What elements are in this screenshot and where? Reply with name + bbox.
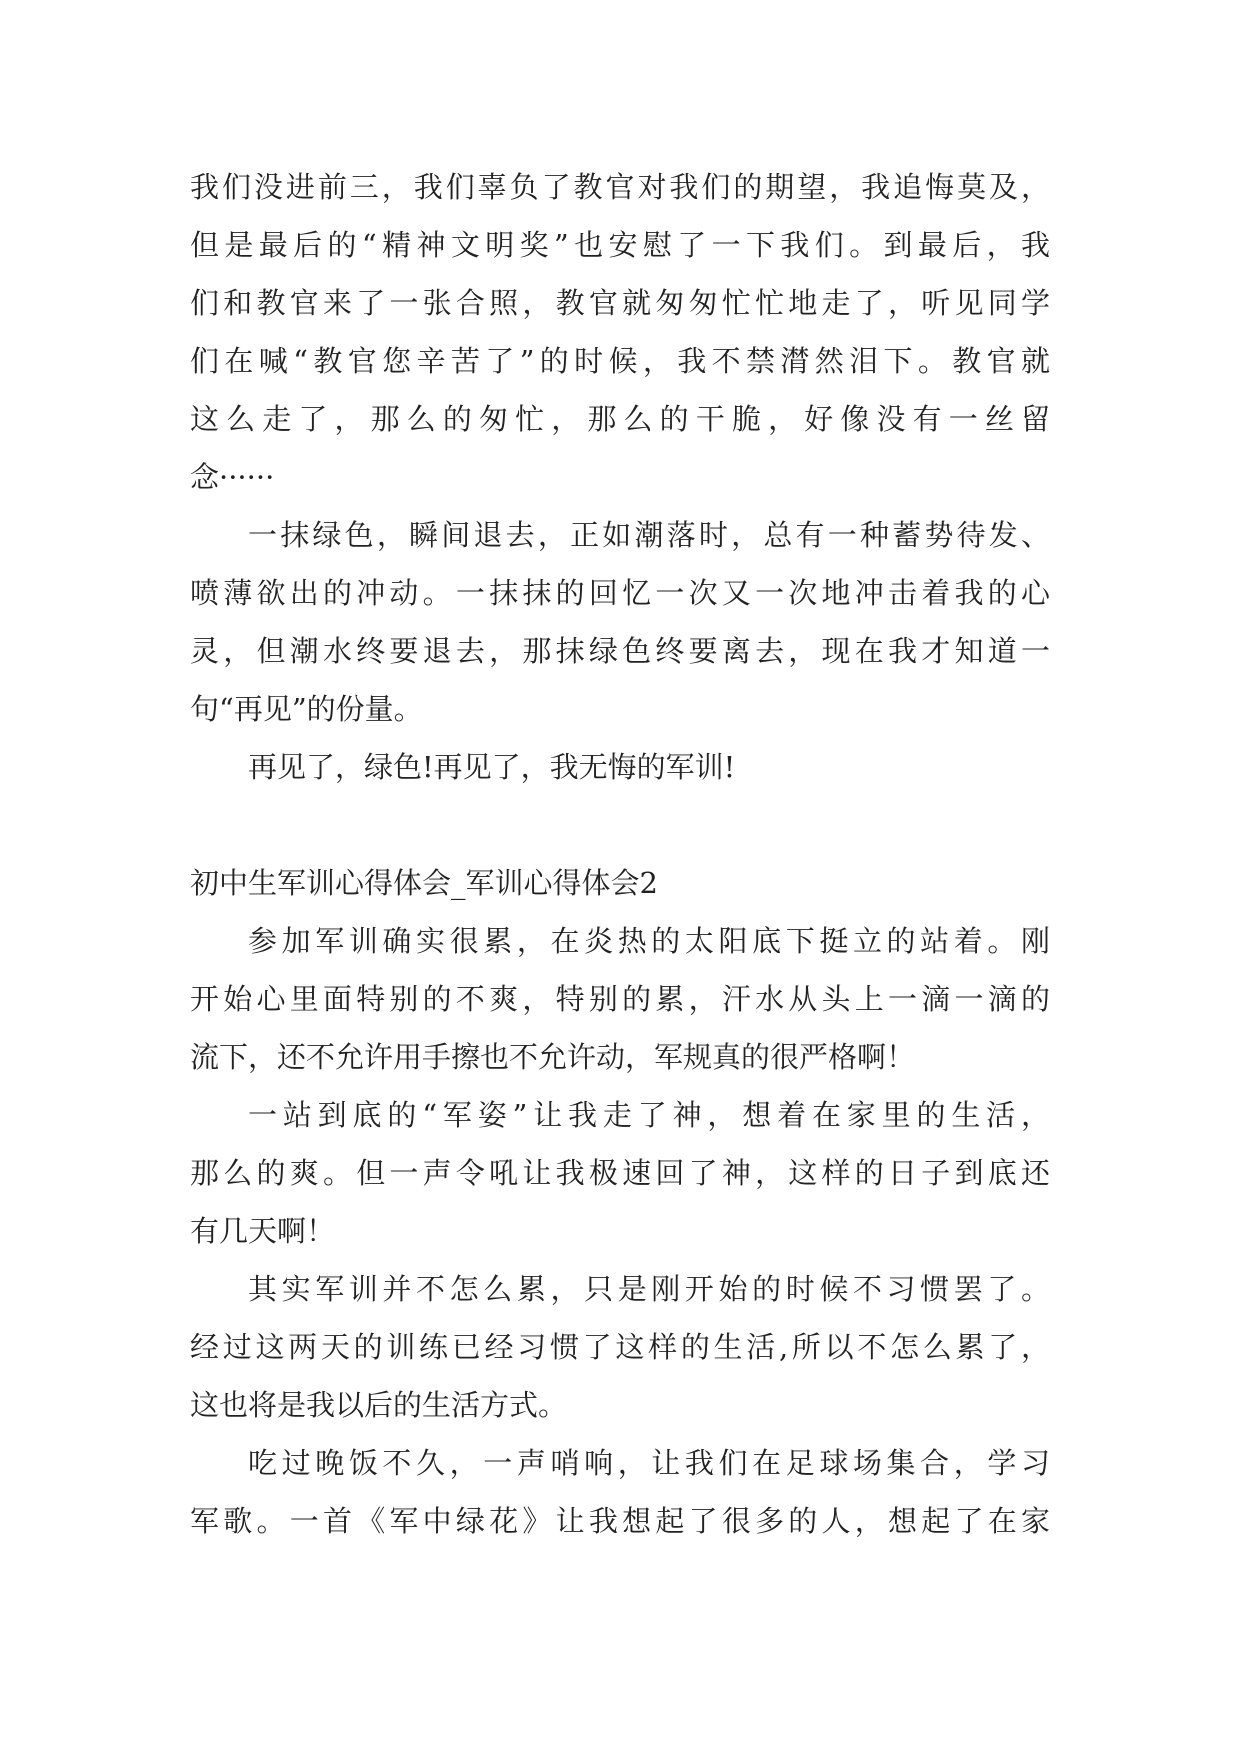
text-line: 经过这两天的训练已经习惯了这样的生活,所以不怎么累了， <box>190 1330 1050 1364</box>
paragraph <box>190 738 1050 796</box>
text-line: 们在喊“教官您辛苦了”的时候，我不禁潸然泪下。教官就 <box>190 344 1050 378</box>
document-page <box>190 158 1050 1550</box>
paragraph <box>190 1086 1050 1260</box>
paragraph <box>190 912 1050 1086</box>
text-line: 那么的爽。但一声令吼让我极速回了神，这样的日子到底还 <box>190 1156 1050 1190</box>
text-line: 再见了，绿色!再见了，我无悔的军训! <box>248 750 736 784</box>
blank-line <box>190 796 1050 854</box>
paragraph <box>190 1260 1050 1434</box>
text-line: 开始心里面特别的不爽，特别的累，汗水从头上一滴一滴的 <box>190 982 1050 1016</box>
text-line: 句“再见”的份量。 <box>190 692 423 726</box>
text-line: 其实军训并不怎么累，只是刚开始的时候不习惯罢了。 <box>248 1272 1050 1306</box>
text-line: 军歌。一首《军中绿花》让我想起了很多的人，想起了在家 <box>190 1504 1050 1538</box>
paragraph <box>190 506 1050 738</box>
text-line: 我们没进前三，我们辜负了教官对我们的期望，我追悔莫及， <box>190 170 1050 204</box>
text-line: 这也将是我以后的生活方式。 <box>190 1388 568 1422</box>
paragraph <box>190 158 1050 506</box>
text-line: 灵，但潮水终要退去，那抹绿色终要离去，现在我才知道一 <box>190 634 1050 668</box>
text-line: 有几天啊！ <box>190 1214 336 1248</box>
text-line: 参加军训确实很累，在炎热的太阳底下挺立的站着。刚 <box>248 924 1050 958</box>
text-line: 流下，还不允许用手擦也不允许动，军规真的很严格啊！ <box>190 1040 916 1074</box>
paragraph <box>190 1434 1050 1550</box>
text-line: 但是最后的“精神文明奖”也安慰了一下我们。到最后，我 <box>190 228 1050 262</box>
text-line: 念······ <box>190 460 275 494</box>
text-line: 一站到底的“军姿”让我走了神，想着在家里的生活， <box>248 1098 1050 1132</box>
text-line: 们和教官来了一张合照，教官就匆匆忙忙地走了，听见同学 <box>190 286 1050 320</box>
text-line: 喷薄欲出的冲动。一抹抹的回忆一次又一次地冲击着我的心 <box>190 576 1050 610</box>
text-line: 一抹绿色，瞬间退去，正如潮落时，总有一种蓄势待发、 <box>248 518 1050 552</box>
text-line: 吃过晚饭不久，一声哨响，让我们在足球场集合，学习 <box>248 1446 1050 1480</box>
section-heading: 初中生军训心得体会_军训心得体会2 <box>190 866 658 900</box>
text-line: 这么走了，那么的匆忙，那么的干脆，好像没有一丝留 <box>190 402 1050 436</box>
